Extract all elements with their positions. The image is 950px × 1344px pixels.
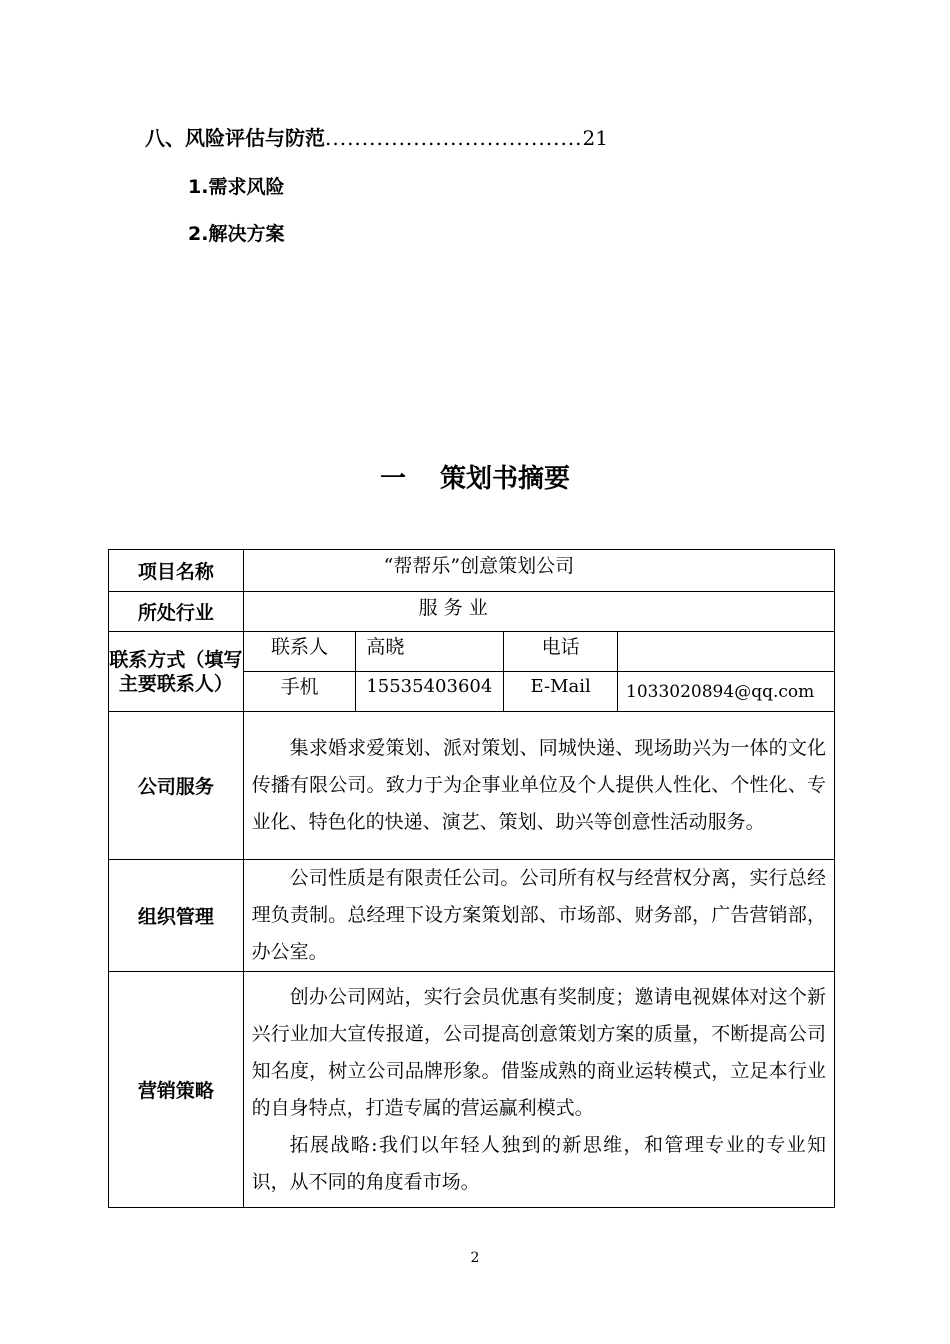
phone-value xyxy=(618,632,835,672)
email-value: 1033020894@qq.com xyxy=(618,672,835,712)
toc-entry-label: 八、风险评估与防范 xyxy=(145,126,325,150)
org-label: 组织管理 xyxy=(109,860,244,972)
marketing-label: 营销策略 xyxy=(109,972,244,1208)
industry-value: 服 务 业 xyxy=(243,592,834,632)
page-number: 2 xyxy=(470,1250,480,1266)
section-number: 一 xyxy=(379,464,406,494)
services-text: 集求婚求爱策划、派对策划、同城快递、现场助兴为一体的文化传播有限公司。致力于为企事业单位及个人提供人性化、个性化、专业化、特色化的快递、演艺、策划、助兴等创意性活动服务。 xyxy=(243,712,834,860)
marketing-paragraph-1: 创办公司网站，实行会员优惠有奖制度；邀请电视媒体对这个新兴行业加大宣传报道，公司提高创意策划方案的质量，不断提高公司知名度，树立公司品牌形象。借鉴成熟的商业运转模式，立足本行业的自身特点，打造专属的营运赢利模式。 xyxy=(251,985,826,1119)
marketing-paragraph-2: 拓展战略:我们以年轻人独到的新思维，和管理专业的专业知识，从不同的角度看市场。 xyxy=(251,1133,826,1193)
section-heading xyxy=(0,458,950,495)
mobile-label: 手机 xyxy=(243,672,356,712)
toc-sub-entry-2[interactable]: 2.解决方案 xyxy=(188,223,285,245)
toc-page-number: 21 xyxy=(582,126,608,150)
mobile-value: 15535403604 xyxy=(356,672,504,712)
contact-person-label: 联系人 xyxy=(243,632,356,672)
email-label: E-Mail xyxy=(504,672,618,712)
contact-label: 联系方式（填写主要联系人） xyxy=(109,632,244,712)
services-label: 公司服务 xyxy=(109,712,244,860)
industry-label: 所处行业 xyxy=(109,592,244,632)
phone-label: 电话 xyxy=(504,632,618,672)
toc-leader-dots: ................................... xyxy=(325,126,583,150)
project-name-value: “帮帮乐”创意策划公司 xyxy=(243,550,834,592)
toc-entry-risk[interactable] xyxy=(145,122,608,151)
section-title: 策划书摘要 xyxy=(440,464,571,494)
project-name-label: 项目名称 xyxy=(109,550,244,592)
contact-person-value: 高晓 xyxy=(356,632,504,672)
marketing-text xyxy=(243,972,834,1208)
org-text: 公司性质是有限责任公司。公司所有权与经营权分离，实行总经理负责制。总经理下设方案策划部、市场部、财务部，广告营销部，办公室。 xyxy=(243,860,834,972)
summary-table xyxy=(108,549,835,1208)
toc-sub-entry-1[interactable]: 1.需求风险 xyxy=(188,176,285,198)
